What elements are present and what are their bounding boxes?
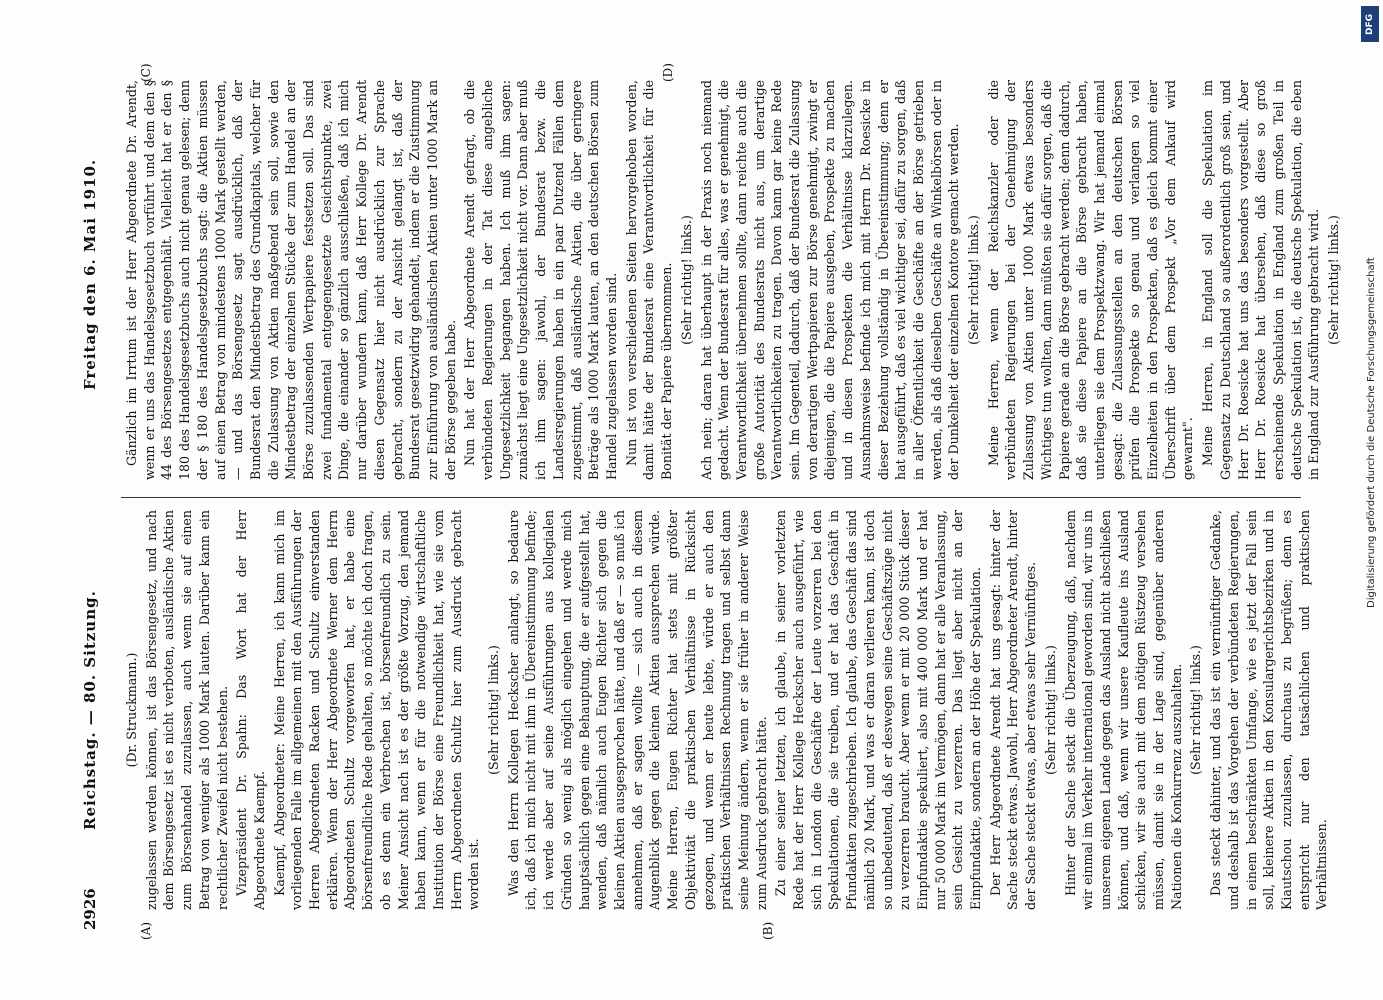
margin-marker-c: (C) xyxy=(139,63,153,82)
paragraph: Was den Herrn Kollegen Heckscher anlangt, so bedaure ich, daß ich mich nicht mit ihm in Übereinstimmung befinde; ich werde aber auf seine Ausführungen aus kollegialen Gründen so wenig als möglich eingehen und werde mich hauptsächlich gegen eine Behauptung, die er aufgestellt hat, wenden, daß nämlich auch Eugen Richter sich gegen die kleinen Aktien ausgesprochen hätte, und daß er — so muß ich annehmen, daß er sagen wollte — sich auch in diesem Augenblick gegen die kleinen Aktien aussprechen würde. Meine Herren, Eugen Richter hat stets mit größter Objektivität die praktischen Verhältnisse in Rücksicht gezogen, und wenn er heute lebte, würde er auch den praktischen Verhältnissen Rechnung tragen und selbst dann seine Meinung ändern, wenn er sie früher in anderer Weise zum Ausdruck gebracht hätte. xyxy=(505,510,769,910)
speaker-note: (Dr. Struckmann.) xyxy=(124,652,139,768)
paragraph: Zu einer seiner letzten, ich glaube, in seiner vorletzten Rede hat der Herr Kollege Heckscher auch ausgeführt, wie sich in London die Geschäfte der Leute vorzerren bei den Spekulationen, die sie treiben, und er hat das Geschäft in Pfundaktien zugeschrieben. Ich glaube, das Geschäft das sind nämlich 20 Mark, und was er daran verlieren kann, ist doch so unbedeutend, daß er deswegen seine Geschäftszüge nicht zu verzerren braucht. Aber wenn er mit 20 000 Stück dieser Einpfundaktie spekuliert, also mit 400 000 Mark und er hat nur 50 000 Mark im Vermögen, dann hat er alle Veranlassung, sein Gesicht zu verzerren. Das liegt aber nicht an der Einpfundaktie, sondern an der Höhe der Spekulation. xyxy=(773,510,984,910)
paragraph: Vizepräsident Dr. Spahn: Das Wort hat der Herr Abgeordnete Kaempf. xyxy=(234,510,267,910)
page-header xyxy=(81,50,109,950)
paragraph: Das steckt dahinter, und das ist ein vernünftiger Gedanke, und deshalb ist das Vorgehen der verbündeten Regierungen, in einem beschränkten Umfange, wie es jetzt der Fall sein soll, kleinere Aktien in den Konsulargerichtsbezirken und in Kiautschou zuzulassen, durchaus zu begrüßen; denn es entspricht nur den tatsächlichen und praktischen Verhältnissen. xyxy=(1208,510,1330,910)
margin-marker-a: (A) xyxy=(139,921,153,940)
interjection: (Sehr richtig! links.) xyxy=(486,645,502,775)
paragraph: Gänzlich im Irrtum ist der Herr Abgeordnete Dr. Arendt, wenn er uns das Handelsgesetzbuch vorführt und dem den § 44 des Börsengesetzes entgegenhält. Vielleicht hat er den § 180 des Handelsgesetzbuchs auch nicht genau gelesen; denn der § 180 des Handelsgesetzbuchs sagt: die Aktien müssen auf einen Betrag von mindestens 1000 Mark gestellt werden, — und das Börsengesetz sagt ausdrücklich, daß der Bundesrat den Mindestbetrag des Grundkapitals, welcher für die Zulassung von Aktien maßgebend sein soll, sowie den Mindestbetrag der einzelnen Stücke der zum Handel an der Börse zuzulassenden Wertpapiere festsetzen soll. Das sind zwei fundamental entgegengesetzte Gesichtspunkte, zwei Dinge, die einander so gänzlich ausschließen, daß ich mich nur darüber wundern kann, daß Herr Kollege Dr. Arendt diesen Gegensatz hier nicht ausdrücklich zur Sprache gebracht, sondern zu der Ansicht gelangt ist, daß der Bundesrat gesetzwidrig gehandelt, indem er die Zustimmung zur Einführung von ausländischen Aktien unter 1000 Mark an der Börse gegeben habe. xyxy=(124,80,458,480)
paragraph: Nun ist von verschiedenen Seiten hervorgehoben worden, damit hätte der Bundesrat eine Verantwortlichkeit für die Bonität der Papiere übernommen. xyxy=(623,80,675,480)
paragraph: Meine Herren, in England soll die Spekulation im Gegensatz zu Deutschland so außerordentlich groß sein, und Herr Dr. Roesicke hat uns das besonders vorgestellt. Aber Herr Dr. Roesicke hat übersehen, daß diese so groß erscheinende Spekulation in England zum großen Teil in deutsche Spekulation ist, die deutsche Spekulation, die eben in England zur Ausführung gebracht wird. xyxy=(1200,80,1322,480)
left-column xyxy=(123,510,1333,910)
column-divider xyxy=(121,497,1301,498)
paragraph: Kaempf, Abgeordneter: Meine Herren, ich kann mich im vorliegenden Falle im allgemeinen mit den Ausführungen der Herren Abgeordneten Racken und Schultz einverstanden erklären. Wenn der Herr Abgeordnete Werner dem Herrn Abgeordneten Schultz vorgeworfen hat, er habe eine börsenfreundliche Rede gehalten, so möchte ich doch fragen, ob es denn ein Verbrechen ist, börsenfreundlich zu sein. Meiner Ansicht nach ist es der größte Vorzug, den jemand haben kann, wenn er für die notwendige wirtschaftliche Institution der Börse eine Freundlichkeit hat, wie sie vom Herrn Abgeordneten Schultz hier zum Ausdruck gebracht worden ist. xyxy=(271,510,482,910)
session-title: Reichstag. — 80. Sitzung. xyxy=(81,590,99,830)
paragraph: Nun hat der Herr Abgeordnete Arendt gefragt, ob die verbündeten Regierungen in der Tat diese angebliche Ungesetzlichkeit begangen haben. Ich muß ihm sagen: zunächst liegt eine Ungesetzlichkeit nicht vor. Dann aber muß ich ihm sagen: jawohl, der Bundesrat bezw. die Landesregierungen haben in ein paar Dutzend Fällen dem zugestimmt, daß ausländische Aktien, die über geringere Beträge als 1000 Mark lauten, an den deutschen Börsen zum Handel zugelassen worden sind. xyxy=(462,80,619,480)
paragraph: Meine Herren, wenn der Reichskanzler oder die verbündeten Regierungen bei der Genehmigung der Zulassung von Aktien unter 1000 Mark etwas besonders Wichtiges tun wollten, dann müßten sie dafür sorgen, daß die Papiere gerade an die Börse gebracht werden; denn dadurch, daß sie diese Papiere an die Börse gebracht haben, unterliegen sie dem Prospektzwang. Wir hat jemand einmal gesagt: die Zulassungsstellen an den deutschen Börsen prüfen die Prospekte so genau und verlangen so viel Einzelheiten in den Prospekten, daß es gleich kommt einer Überschrift über dem Prospekt „Vor dem Ankauf wird gewarnt". xyxy=(985,80,1196,480)
paragraph: zugelassen werden können, ist das Börsengesetz, und nach dem Börsengesetz ist es nicht verboten, ausländische Aktien zum Börsenhandel zuzulassen, auch wenn sie auf einen Betrag von weniger als 1000 Mark lauten. Darüber kann ein rechtlicher Zweifel nicht bestehen. xyxy=(143,510,230,910)
paragraph: Hinter der Sache steckt die Überzeugung, daß, nachdem wir einmal im Verkehr international geworden sind, wir uns in unserem eigenen Lande gegen das Ausland nicht abschließen können, und daß, wenn wir unsere Kaufleute ins Ausland schicken, wir sie auch mit dem nötigen Rüstzeug versehen müssen, damit sie in der Lage sind, gegenüber anderen Nationen die Konkurrenz auszuhalten. xyxy=(1062,510,1184,910)
interjection: (Sehr richtig! links.) xyxy=(1188,645,1204,775)
right-column xyxy=(123,80,1345,480)
interjection: (Sehr richtig! links.) xyxy=(678,215,694,345)
session-date: Freitag den 6. Mai 1910. xyxy=(81,158,99,390)
paragraph: Der Herr Abgeordnete Arendt hat uns gesagt: hinter der Sache steckt etwas. Jawohl, Herr Abgeordneter Arendt, hinter der Sache steckt etwas, aber etwas sehr Vernünftiges. xyxy=(987,510,1039,910)
page-number: 2926 xyxy=(81,888,99,930)
dfg-logo: DFG xyxy=(1361,6,1379,42)
rotated-document-sheet xyxy=(61,50,1342,950)
margin-marker-d: (D) xyxy=(661,63,675,82)
interjection: (Sehr richtig! links.) xyxy=(966,215,982,345)
interjection: (Sehr richtig! links.) xyxy=(1042,645,1058,775)
margin-marker-b: (B) xyxy=(761,921,775,940)
paragraph: Ach nein; daran hat überhaupt in der Praxis noch niemand gedacht. Wenn der Bundesrat für alles, was er genehmigt, die Verantwortlichkeit übernehmen sollte, dann reichte auch die große Autorität des Bundesrats nicht aus, um derartige Verantwortlichkeiten zu tragen. Davon kann gar keine Rede sein. Im Gegenteil, dadurch, daß der Bundesrat die Zulassung von derartigen Wertpapieren zur Börse genehmigt, zwingt er diejenigen, die die Papiere ausgeben, Prospekte zu machen und in diesen Prospekten die Verhältnisse klarzulegen. Ausnahmsweise befinde ich mich mit Herrn Dr. Roesicke in dieser Beziehung vollständig in Übereinstimmung; denn er hat ausgeführt, daß es viel wichtiger sei, dafür zu sorgen, daß in aller Öffentlichkeit die Geschäfte an der Börse getrieben werden, als daß dieselben Geschäfte an Winkelbörsen oder in der Dunkelheit der einzelnen Kontore gemacht werden. xyxy=(698,80,962,480)
digitization-credit: Digitalisierung gefördert durch die Deutsche Forschungsgemeinschaft xyxy=(1366,257,1377,608)
interjection: (Sehr richtig! links.) xyxy=(1326,215,1342,345)
